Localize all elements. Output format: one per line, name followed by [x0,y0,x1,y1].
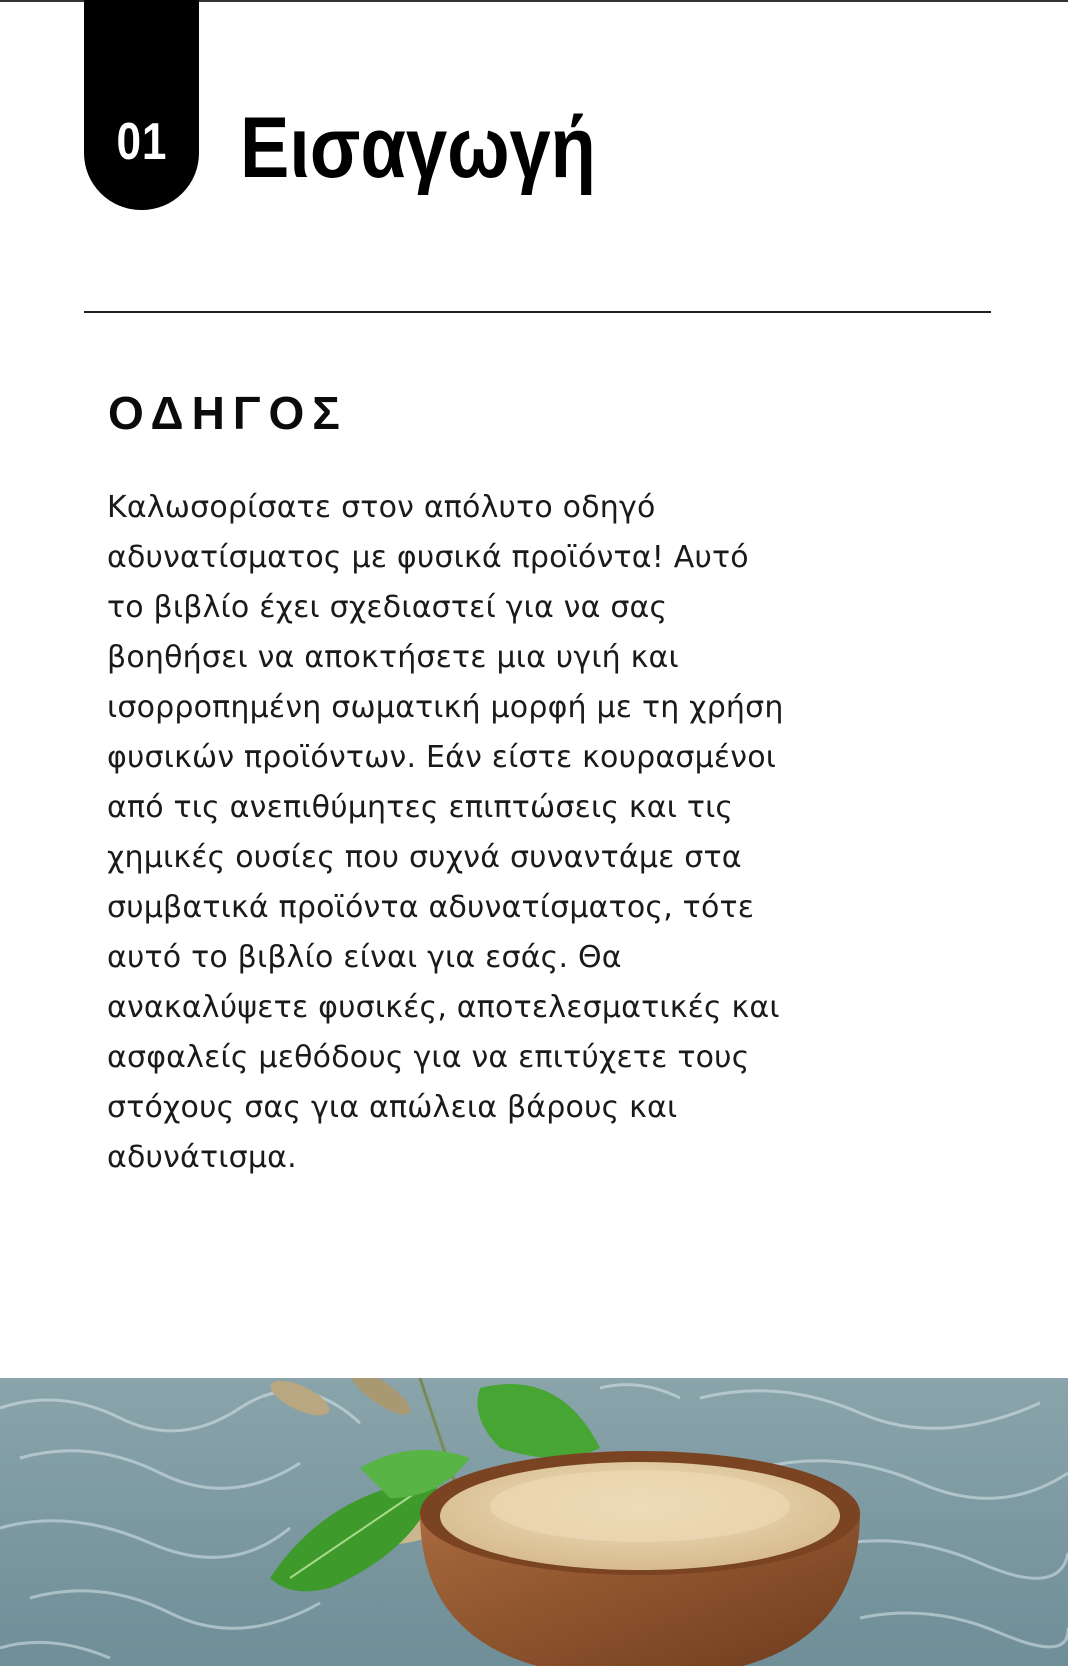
chapter-number: 01 [116,113,167,171]
chapter-number-tab [84,0,199,210]
intro-paragraph: Καλωσορίσατε στον απόλυτο οδηγό αδυνατίσματος με φυσικά προϊόντα! Αυτό το βιβλίο έχει σχεδιαστεί για να σας βοηθήσει να αποκτήσετε μια υγιή και ισορροπημένη σωματική μορφή με τη χρήση φυσικών προϊόντων. Εάν είστε κουρασμένοι από τις ανεπιθύμητες επιπτώσεις και τις χημικές ουσίες που συχνά συναντάμε στα συμβατικά προϊόντα αδυνατίσματος, τότε αυτό το βιβλίο είναι για εσάς. Θα ανακαλύψετε φυσικές, αποτελεσματικές και ασφαλείς μεθόδους για να επιτύχετε τους στόχους σας για απώλεια βάρους και αδυνάτισμα. [107,490,784,1175]
psyllium-bowl-photo [0,1378,1068,1666]
section-heading: ΟΔΗΓΟΣ [108,387,348,439]
section-divider [84,311,991,313]
wooden-bowl [420,1451,860,1666]
chapter-title: Εισαγωγή [240,100,596,196]
psyllium-bowl-illustration [0,1378,1068,1666]
